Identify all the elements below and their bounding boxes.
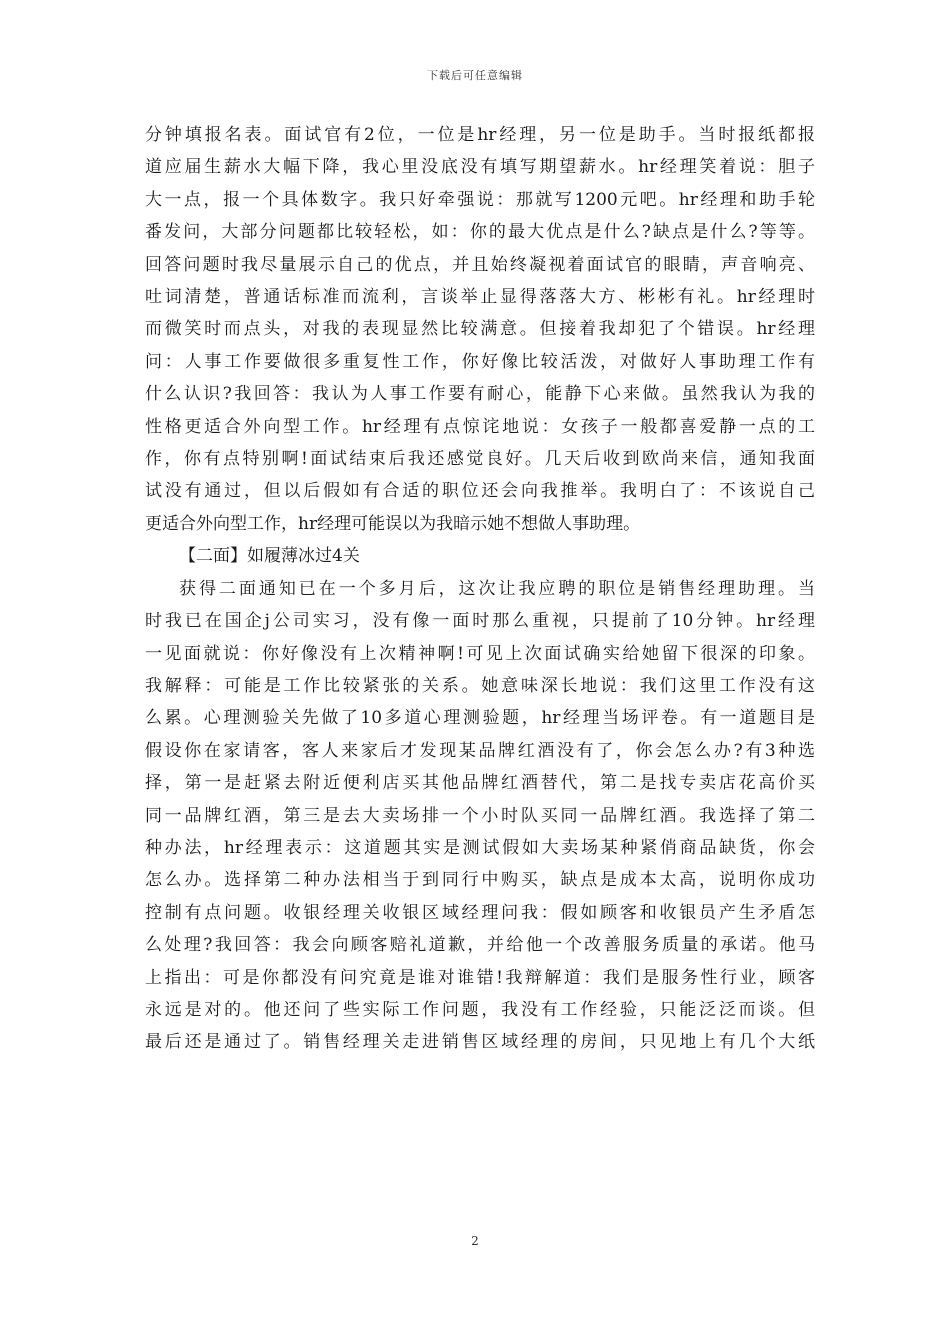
text-line: 最后还是通过了。销售经理关走进销售区域经理的房间，只见地上有几个大纸 bbox=[145, 1032, 815, 1053]
text-line: 分钟填报名表。面试官有2位，一位是hr经理，另一位是助手。当时报纸都报 bbox=[145, 125, 815, 145]
body-text bbox=[145, 119, 815, 1059]
text-line: 控制有点问题。收银经理关收银区域经理问我：假如顾客和收银员产生矛盾怎 bbox=[145, 902, 815, 923]
text-line: 择，第一是赶紧去附近便利店买其他品牌红酒替代，第二是找专卖店花高价买 bbox=[145, 773, 815, 794]
text-line: 吐词清楚，普通话标准而流利，言谈举止显得落落大方、彬彬有礼。hr经理时 bbox=[145, 287, 815, 308]
page-header: 下载后可任意编辑 bbox=[427, 69, 523, 82]
text-line: 性格更适合外向型工作。hr经理有点惊诧地说：女孩子一般都喜爱静一点的工 bbox=[145, 416, 815, 437]
text-line: 怎么办。选择第二种办法相当于到同行中购买，缺点是成本太高，说明你成功 bbox=[145, 870, 815, 891]
text-line: 上指出：可是你都没有问究竟是谁对谁错!我辩解道：我们是服务性行业，顾客 bbox=[145, 967, 815, 988]
text-line: 回答问题时我尽量展示自己的优点，并且始终凝视着面试官的眼睛，声音响亮、 bbox=[145, 254, 815, 275]
page-number: 2 bbox=[471, 1234, 479, 1248]
text-line: 么处理?我回答：我会向顾客赔礼道歉，并给他一个改善服务质量的承诺。他马 bbox=[145, 935, 815, 956]
text-line: 一见面就说：你好像没有上次精神啊!可见上次面试确实给她留下很深的印象。 bbox=[145, 643, 815, 664]
text-line: 试没有通过，但以后假如有合适的职位还会向我推举。我明白了：不该说自己 bbox=[145, 481, 815, 502]
text-line: 问：人事工作要做很多重复性工作，你好像比较活泼，对做好人事助理工作有 bbox=[145, 351, 815, 372]
text-line: 大一点，报一个具体数字。我只好牵强说：那就写1200元吧。hr经理和助手轮 bbox=[145, 189, 815, 210]
text-line: 我解释：可能是工作比较紧张的关系。她意味深长地说：我们这里工作没有这 bbox=[145, 675, 815, 696]
text-line: 获得二面通知已在一个多月后，这次让我应聘的职位是销售经理助理。当 bbox=[179, 578, 815, 599]
text-line: 而微笑时而点头，对我的表现显然比较满意。但接着我却犯了个错误。hr经理 bbox=[145, 319, 815, 340]
paragraph-first-interview bbox=[145, 119, 815, 540]
text-line: 同一品牌红酒，第三是去大卖场排一个小时队买同一品牌红酒。我选择了第二 bbox=[145, 805, 815, 826]
paragraph-second-interview bbox=[145, 573, 815, 1059]
text-line: 种办法，hr经理表示：这道题其实是测试假如大卖场某种紧俏商品缺货，你会 bbox=[145, 837, 815, 858]
text-line: 什么认识?我回答：我认为人事工作要有耐心，能静下心来做。虽然我认为我的 bbox=[145, 384, 815, 405]
section-heading bbox=[145, 540, 815, 572]
text-line: 永远是对的。他还问了些实际工作问题，我没有工作经验，只能泛泛而谈。但 bbox=[145, 999, 815, 1020]
text-line: 道应届生薪水大幅下降，我心里没底没有填写期望薪水。hr经理笑着说：胆子 bbox=[145, 157, 815, 178]
section-heading-text: 【二面】如履薄冰过4关 bbox=[179, 546, 360, 567]
text-line: 番发问，大部分问题都比较轻松，如：你的最大优点是什么?缺点是什么?等等。 bbox=[145, 222, 815, 243]
text-line: 假设你在家请客，客人来家后才发现某品牌红酒没有了，你会怎么办?有3种选 bbox=[145, 740, 815, 761]
text-line: 么累。心理测验关先做了10多道心理测验题，hr经理当场评卷。有一道题目是 bbox=[145, 708, 815, 729]
text-line: 更适合外向型工作，hr经理可能误以为我暗示她不想做人事助理。 bbox=[145, 513, 641, 534]
text-line: 时我已在国企j公司实习，没有像一面时那么重视，只提前了10分钟。hr经理 bbox=[145, 611, 815, 632]
text-line: 作，你有点特别啊!面试结束后我还感觉良好。几天后收到欧尚来信，通知我面 bbox=[145, 449, 815, 470]
